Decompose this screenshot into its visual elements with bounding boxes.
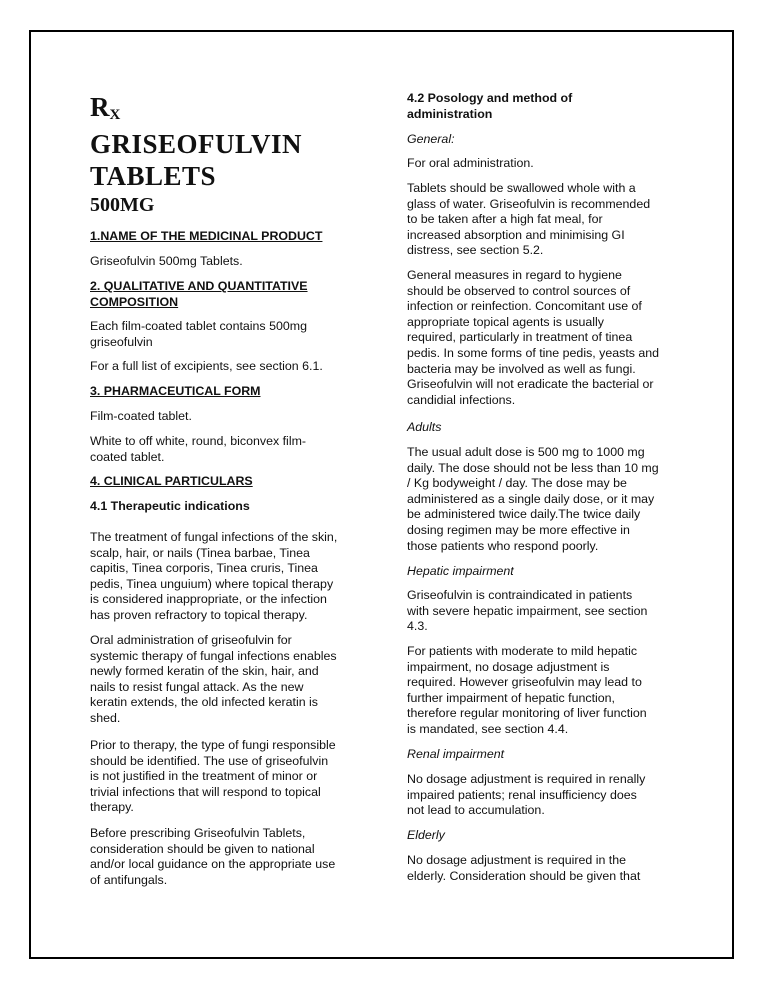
paragraph-indications: The treatment of fungal infections of the skin, scalp, hair, or nails (Tinea barbae, Tinea capitis, Tinea corporis, Tinea cruris, Tinea pedis, Tinea unguium) where topical therapy is considered inappropriate, or the infection has proven refractory to topical therapy.: [90, 530, 338, 622]
section-2-text-2: For a full list of excipients, see section 6.1.: [90, 359, 323, 373]
paragraph-prescribing: Before prescribing Griseofulvin Tablets, consideration should be given to national and/or local guidance on the appropriate use of antifungals.: [90, 826, 336, 887]
adults-text: The usual adult dose is 500 mg to 1000 mg daily. The dose should not be less than 10 mg / Kg bodyweight / day. The dose may be administered as a single daily dose, or it may be administered twice daily.The twice daily dosing regimen may be more effective in those patients who respond poorly.: [407, 445, 659, 553]
hepatic-text-2: For patients with moderate to mild hepatic impairment, no dosage adjustment is required. However griseofulvin may lead to further impairment of hepatic function, therefore regular monitoring of liver function is mandated, see section 4.4.: [407, 644, 647, 736]
section-2-heading: 2. QUALITATIVE AND QUANTITATIVE COMPOSITION: [90, 279, 308, 309]
section-2-text-1: Each film-coated tablet contains 500mg griseofulvin: [90, 319, 307, 349]
general-text-1: For oral administration.: [407, 156, 534, 170]
section-4-2-heading: 4.2 Posology and method of administration: [407, 91, 573, 121]
general-text-2: Tablets should be swallowed whole with a glass of water. Griseofulvin is recommended to be taken after a high fat meal, for increased absorption and minimising GI distress, see section 5.2.: [407, 181, 651, 258]
elderly-text: No dosage adjustment is required in the elderly. Consideration should be given that: [407, 853, 641, 883]
renal-label: Renal impairment: [407, 747, 505, 761]
section-3-text-1: Film-coated tablet.: [90, 409, 192, 423]
rx-symbol: $R_X$: [90, 92, 121, 123]
section-1-heading: 1.NAME OF THE MEDICINAL PRODUCT: [90, 229, 323, 243]
renal-text: No dosage adjustment is required in renally impaired patients; renal insufficiency does not lead to accumulation.: [407, 772, 646, 818]
elderly-label: Elderly: [407, 828, 445, 842]
general-text-3: General measures in regard to hygiene should be observed to control sources of infection or reinfection. Concomitant use of appropriate topical agents is usually required, particularly in treatment of tinea pedis. In some forms of tine pedis, yeasts and bacteria may be involved as well as fungi. Griseofulvin will not eradicate the bacterial or candidial infections.: [407, 268, 660, 407]
adults-label: Adults: [407, 420, 442, 434]
hepatic-label: Hepatic impairment: [407, 564, 514, 578]
section-3-heading: 3. PHARMACEUTICAL FORM: [90, 384, 261, 398]
section-4-1-heading: 4.1 Therapeutic indications: [90, 499, 250, 513]
strength: 500MG: [90, 194, 155, 216]
section-3-text-2: White to off white, round, biconvex film- coated tablet.: [90, 434, 307, 464]
hepatic-text-1: Griseofulvin is contraindicated in patients with severe hepatic impairment, see section 4.3.: [407, 588, 648, 634]
paragraph-systemic-therapy: Oral administration of griseofulvin for systemic therapy of fungal infections enables newly formed keratin of the skin, hair, and nails to resist fungal attack. As the new keratin extends, the old infected keratin is shed.: [90, 633, 337, 725]
paragraph-prior-to-therapy: Prior to therapy, the type of fungi responsible should be identified. The use of griseofulvin is not justified in the treatment of minor or trivial infections that will respond to topical therapy.: [90, 738, 336, 815]
section-4-heading: 4. CLINICAL PARTICULARS: [90, 474, 253, 488]
title-line1: GRISEOFULVIN: [90, 129, 303, 159]
title-line2: TABLETS: [90, 161, 217, 191]
section-1-text: Griseofulvin 500mg Tablets.: [90, 254, 243, 268]
general-label: General:: [407, 132, 455, 146]
